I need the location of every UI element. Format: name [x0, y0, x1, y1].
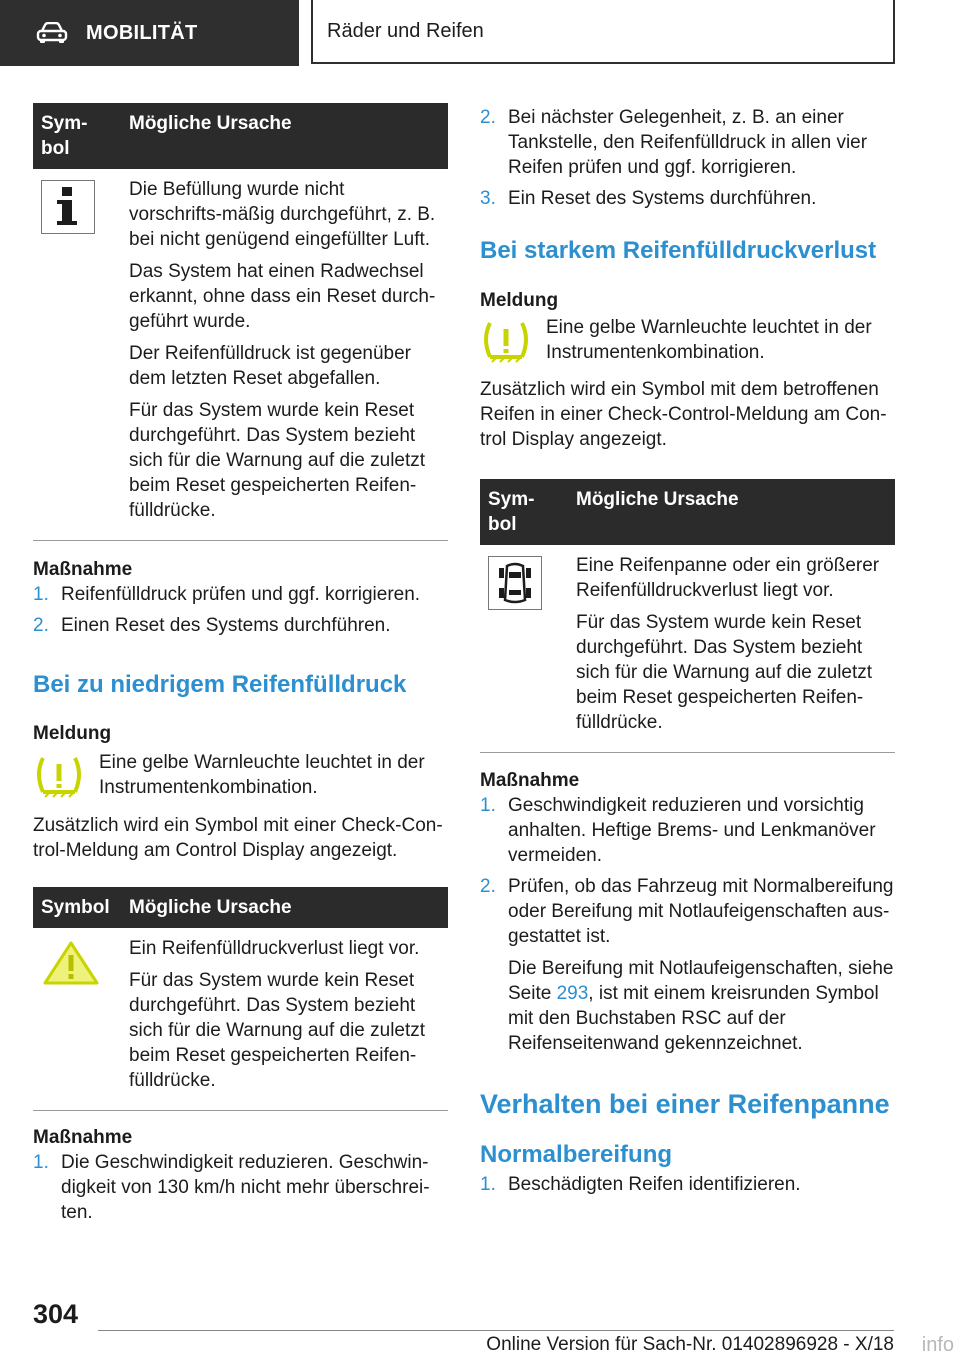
- subsection-heading: Normalbereifung: [480, 1141, 673, 1168]
- massnahme-block-3: [480, 768, 895, 1062]
- step-number: 1.: [480, 795, 496, 816]
- car-tire-icon: [488, 556, 542, 610]
- step-list: [480, 1172, 895, 1197]
- footer-text: Online Version für Sach-Nr. 01402896928 - X/18: [486, 1334, 894, 1355]
- chapter-title: MOBILITÄT: [86, 21, 198, 44]
- step-number: 1.: [33, 1152, 49, 1173]
- table-header-symbol: [480, 479, 568, 545]
- list-item: [33, 613, 448, 638]
- table-header-symbol: [33, 103, 121, 169]
- message-text: Eine gelbe Warnleuchte leuchtet in der Instrumentenkombination.: [546, 317, 872, 363]
- section-panne: [480, 1088, 895, 1203]
- col-symbol-label: Sym- bol: [488, 489, 535, 535]
- step-note: [508, 956, 895, 1056]
- list-item: [33, 1150, 448, 1225]
- section-strong-loss: [480, 236, 895, 452]
- step-number: 2.: [33, 615, 49, 636]
- symbol-cell: [33, 169, 121, 541]
- table-row: [33, 928, 448, 1111]
- table-row: [480, 545, 895, 753]
- table-row: [33, 169, 448, 541]
- cause-text: Ein Reifenfülldruckverlust liegt vor.: [129, 938, 420, 959]
- step-list: [480, 105, 895, 217]
- cause-text: Für das System wurde kein Reset durchgeführt. Das System bezieht sich für die Warnung auf die zuletzt beim Reset gespeicherten Reifen-fülldrücke.: [129, 400, 426, 521]
- step-list: [33, 1150, 448, 1225]
- list-item: [480, 186, 895, 211]
- message-row: [33, 750, 448, 800]
- watermark: info: [921, 1334, 954, 1356]
- massnahme-title: Maßnahme: [480, 770, 580, 791]
- list-item: [480, 874, 895, 1056]
- cause-cell: [121, 928, 448, 1111]
- cause-text: Das System hat einen Radwechsel erkannt, ohne dass ein Reset durch-geführt wurde.: [129, 261, 436, 332]
- step-number: 3.: [480, 188, 496, 209]
- section-title: [311, 0, 895, 64]
- car-icon: [36, 22, 68, 44]
- section-title-text: Räder und Reifen: [327, 19, 484, 42]
- symbol-cell: [480, 545, 568, 753]
- step-text: Beschädigten Reifen identifizieren.: [508, 1174, 801, 1195]
- warning-triangle-icon: [41, 939, 101, 987]
- step-number: 1.: [33, 584, 49, 605]
- footer-divider: [98, 1330, 894, 1331]
- step-number: 2.: [480, 107, 496, 128]
- col-cause-label: Mögliche Ursache: [129, 113, 292, 134]
- massnahme-block-1: [33, 557, 448, 644]
- massnahme-title: Maßnahme: [33, 1127, 133, 1148]
- step-text: Geschwindigkeit reduzieren und vorsichtig anhalten. Heftige Brems- und Lenkmanöver vermeiden.: [508, 795, 876, 866]
- step-number: 1.: [480, 1174, 496, 1195]
- info-icon: [41, 180, 95, 234]
- cause-text: Der Reifenfülldruck ist gegenüber dem letzten Reset abgefallen.: [129, 343, 411, 389]
- cause-cell: [121, 169, 448, 541]
- cause-text: Die Befüllung wurde nicht vorschrifts-mäßig durchgeführt, z. B. bei nicht genügend eingefüllter Luft.: [129, 179, 436, 250]
- table-header-symbol: [33, 887, 121, 928]
- step-text: Ein Reset des Systems durchführen.: [508, 188, 817, 209]
- step-text: Bei nächster Gelegenheit, z. B. an einer Tankstelle, den Reifenfülldruck in allen vier Reifen prüfen und ggf. korrigieren.: [508, 107, 868, 178]
- cause-text: Eine Reifenpanne oder ein größerer Reifenfülldruckverlust liegt vor.: [576, 555, 880, 601]
- meldung-title: Meldung: [480, 290, 559, 311]
- massnahme-title: Maßnahme: [33, 559, 133, 580]
- cause-table-1: [33, 103, 448, 541]
- list-item: [33, 582, 448, 607]
- step-list: [480, 793, 895, 1056]
- cause-text: Für das System wurde kein Reset durchgeführt. Das System bezieht sich für die Warnung auf die zuletzt beim Reset gespeicherten Reifen-fülldrücke.: [129, 970, 426, 1091]
- col-symbol-label: Symbol: [41, 897, 110, 918]
- extra-text: Zusätzlich wird ein Symbol mit einer Check-Con-trol-Meldung am Control Display angezeigt.: [33, 815, 443, 861]
- cause-table-2: [33, 887, 448, 1111]
- step-text: Die Geschwindigkeit reduzieren. Geschwin-digkeit von 130 km/h nicht mehr überschrei-ten.: [61, 1152, 430, 1223]
- page-number: 304: [33, 1299, 79, 1329]
- cause-table-3: [480, 479, 895, 753]
- cause-cell: [568, 545, 895, 753]
- step-text: Einen Reset des Systems durchführen.: [61, 615, 391, 636]
- list-item: [480, 1172, 895, 1197]
- section-low-pressure: [33, 670, 448, 863]
- step-text: Prüfen, ob das Fahrzeug mit Normalbereifung oder Bereifung mit Notlaufeigenschaften aus-gestattet ist.: [508, 876, 894, 947]
- page-header: [0, 0, 960, 66]
- table-header-cause: [121, 103, 448, 169]
- table-header-cause: [121, 887, 448, 928]
- massnahme-block-2: [33, 1125, 448, 1231]
- section-heading: Bei zu niedrigem Reifenfülldruck: [33, 671, 407, 698]
- note-text: Die Bereifung mit Notlaufeigenschaften, siehe Seite: [508, 958, 894, 1004]
- step-text: Reifenfülldruck prüfen und ggf. korrigieren.: [61, 584, 421, 605]
- step-list: [33, 582, 448, 638]
- tire-pressure-warning-icon: [33, 754, 85, 800]
- extra-text: Zusätzlich wird ein Symbol mit dem betroffenen Reifen in einer Check-Control-Meldung am Con-trol Display angezeigt.: [480, 379, 887, 450]
- step-number: 2.: [480, 876, 496, 897]
- list-item: [480, 105, 895, 180]
- message-text: Eine gelbe Warnleuchte leuchtet in der Instrumentenkombination.: [99, 752, 425, 798]
- symbol-cell: [33, 928, 121, 1111]
- section-heading: Bei starkem Reifenfülldruckverlust: [480, 237, 877, 264]
- col-cause-label: Mögliche Ursache: [576, 489, 739, 510]
- col-symbol-label: Sym- bol: [41, 113, 88, 159]
- list-item: [480, 793, 895, 868]
- table-header-cause: [568, 479, 895, 545]
- message-row: [480, 315, 895, 365]
- page-link[interactable]: 293: [556, 983, 589, 1004]
- note-text: , ist mit einem kreisrunden Symbol mit den Buchstaben RSC auf der Reifenseitenwand gekennzeichnet.: [508, 983, 879, 1054]
- section-heading: Verhalten bei einer Reifenpanne: [480, 1089, 890, 1119]
- meldung-title: Meldung: [33, 723, 112, 744]
- col-cause-label: Mögliche Ursache: [129, 897, 292, 918]
- chapter-tab[interactable]: [0, 0, 299, 66]
- cause-text: Für das System wurde kein Reset durchgeführt. Das System bezieht sich für die Warnung auf die zuletzt beim Reset gespeicherten Reifen-fülldrücke.: [576, 612, 873, 733]
- tire-pressure-warning-icon: [480, 319, 532, 365]
